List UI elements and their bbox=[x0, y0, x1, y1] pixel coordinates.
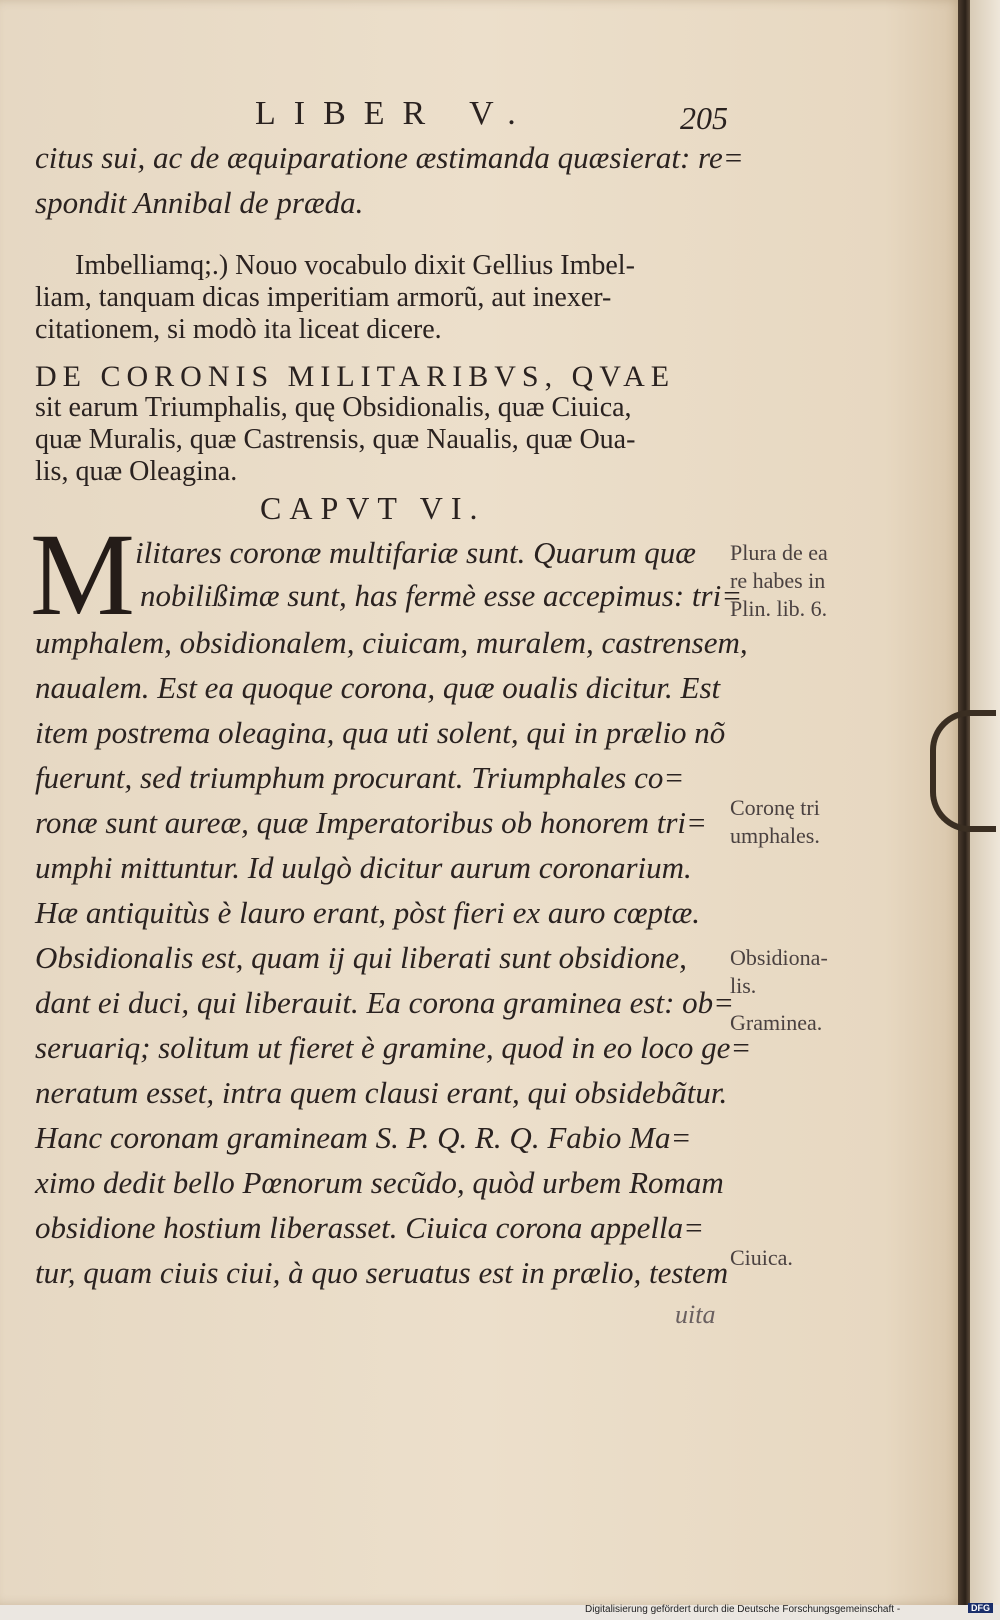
chapter-heading: CAPVT VI. bbox=[260, 490, 486, 526]
margin-note-3-line-1: Obsidiona- bbox=[730, 945, 828, 970]
body-top-line-1: citus sui, ac de æquiparatione æstimanda quæsierat: re= bbox=[35, 140, 744, 175]
margin-note-1-line-1: Plura de ea bbox=[730, 540, 828, 565]
main-text-line-15: ximo dedit bello Pœnorum secũdo, quòd urbem Romam bbox=[35, 1165, 724, 1200]
margin-note-2-line-2: umphales. bbox=[730, 823, 820, 848]
main-text-line-16: obsidione hostium liberasset. Ciuica corona appella= bbox=[35, 1210, 705, 1245]
section-heading-line-1: DE CORONIS MILITARIBVS, QVAE bbox=[35, 360, 676, 393]
catchword: uita bbox=[675, 1300, 716, 1329]
main-text-line-8: umphi mittuntur. Id uulgò dicitur aurum coronarium. bbox=[35, 850, 692, 885]
margin-note-1-line-2: re habes in bbox=[730, 568, 826, 593]
page-number: 205 bbox=[680, 100, 728, 136]
main-text-line-2: nobilißimæ sunt, has fermè esse accepimus: tri= bbox=[140, 578, 743, 613]
margin-note-2-line-1: Coronę tri bbox=[730, 795, 820, 820]
margin-note-3-line-2: lis. bbox=[730, 973, 757, 998]
main-text-line-10: Obsidionalis est, quam ij qui liberati sunt obsidione, bbox=[35, 940, 687, 975]
running-header: LIBER V. bbox=[255, 95, 534, 132]
note-line-2: liam, tanquam dicas imperitiam armorũ, aut inexer- bbox=[35, 282, 612, 313]
main-text-line-3: umphalem, obsidionalem, ciuicam, muralem, castrensem, bbox=[35, 625, 748, 660]
margin-note-4: Graminea. bbox=[730, 1010, 823, 1035]
main-text-line-1: ilitares coronæ multifariæ sunt. Quarum quæ bbox=[135, 535, 696, 570]
note-line-3: citationem, si modò ita liceat dicere. bbox=[35, 314, 442, 345]
margin-note-5: Ciuica. bbox=[730, 1245, 793, 1270]
main-text-line-9: Hæ antiquitùs è lauro erant, pòst fieri ex auro cœptæ. bbox=[35, 895, 701, 930]
margin-note-1-line-3: Plin. lib. 6. bbox=[730, 596, 828, 621]
main-text-line-5: item postrema oleagina, qua uti solent, qui in prælio nõ bbox=[35, 715, 726, 750]
body-top-line-2: spondit Annibal de præda. bbox=[35, 185, 364, 220]
section-heading-line-3: quæ Muralis, quæ Castrensis, quæ Naualis, quæ Oua- bbox=[35, 424, 636, 455]
dfg-logo: DFG bbox=[968, 1603, 993, 1613]
main-text-line-14: Hanc coronam gramineam S. P. Q. R. Q. Fabio Ma= bbox=[35, 1120, 692, 1155]
main-text-line-6: fuerunt, sed triumphum procurant. Triumphales co= bbox=[35, 760, 685, 795]
main-text-line-12: seruariq; solitum ut fieret è gramine, quod in eo loco ge= bbox=[35, 1030, 752, 1065]
section-heading-line-2: sit earum Triumphalis, quę Obsidionalis, quæ Ciuica, bbox=[35, 392, 632, 423]
main-text-line-11: dant ei duci, qui liberauit. Ea corona graminea est: ob= bbox=[35, 985, 735, 1020]
main-text-line-17: tur, quam ciuis ciui, à quo seruatus est in prælio, testem bbox=[35, 1255, 729, 1290]
book-clasp bbox=[930, 710, 996, 832]
main-text-line-7: ronæ sunt aureæ, quæ Imperatoribus ob honorem tri= bbox=[35, 805, 707, 840]
section-heading-line-4: lis, quæ Oleagina. bbox=[35, 456, 238, 487]
note-line-1: Imbelliamq;.) Nouo vocabulo dixit Gellius Imbel- bbox=[75, 250, 635, 281]
main-text-line-4: naualem. Est ea quoque corona, quæ oualis dicitur. Est bbox=[35, 670, 721, 705]
drop-cap: M bbox=[30, 509, 135, 640]
digitization-credit: Digitalisierung gefördert durch die Deutsche Forschungsgemeinschaft - bbox=[585, 1604, 901, 1615]
main-text-line-13: neratum esset, intra quem clausi erant, qui obsidebãtur. bbox=[35, 1075, 728, 1110]
